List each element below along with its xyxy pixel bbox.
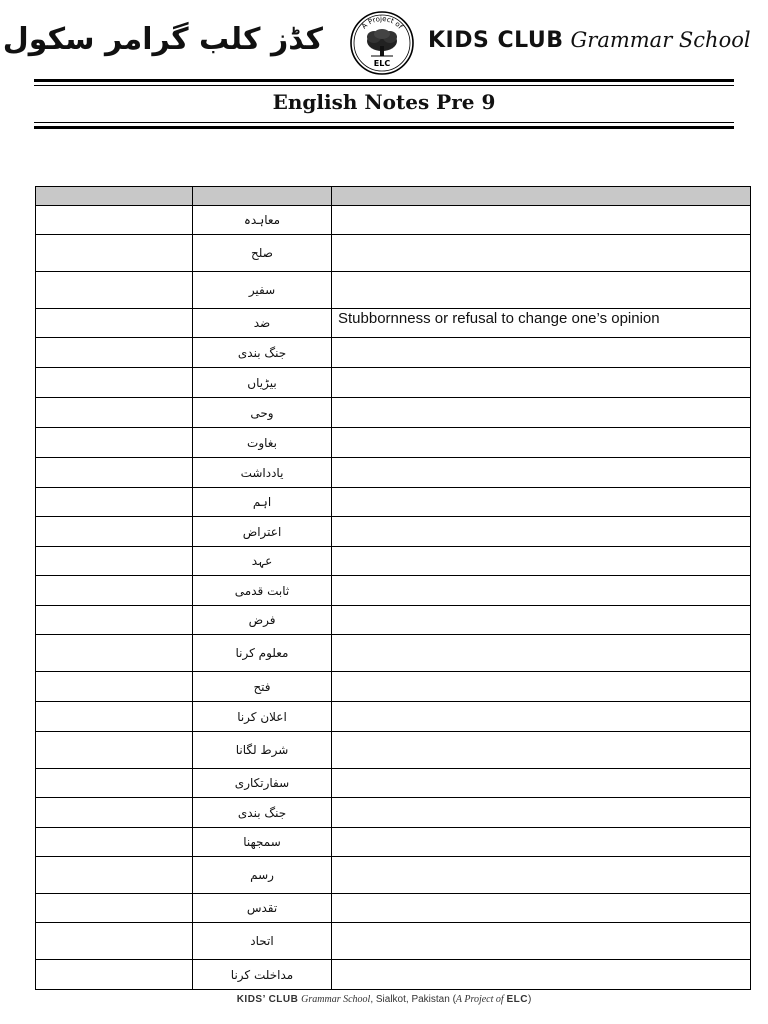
school-logo bbox=[347, 10, 417, 76]
urdu-word-cell: جنگ بندی bbox=[193, 338, 332, 368]
word-cell bbox=[36, 338, 193, 368]
header-cell-urdu bbox=[193, 187, 332, 206]
meaning-cell bbox=[332, 798, 751, 828]
word-cell bbox=[36, 635, 193, 672]
word-cell bbox=[36, 458, 193, 488]
meaning-cell bbox=[332, 272, 751, 309]
meaning-cell bbox=[332, 398, 751, 428]
svg-text:A Project of bbox=[360, 15, 404, 31]
word-cell bbox=[36, 517, 193, 547]
footer-elc: ELC bbox=[506, 994, 528, 1005]
tree-icon bbox=[367, 29, 397, 56]
urdu-word-cell: سفارتکاری bbox=[193, 769, 332, 798]
meaning-cell bbox=[332, 635, 751, 672]
meaning-cell bbox=[332, 458, 751, 488]
footer-project: A Project of bbox=[455, 994, 504, 1005]
meaning-cell bbox=[332, 702, 751, 732]
urdu-word-cell: بغاوت bbox=[193, 428, 332, 458]
word-cell bbox=[36, 923, 193, 960]
table-row bbox=[36, 235, 751, 272]
table-row bbox=[36, 398, 751, 428]
table-header-row bbox=[36, 187, 751, 206]
page-title: English Notes Pre 9 bbox=[272, 90, 496, 114]
table-row bbox=[36, 272, 751, 309]
urdu-word-cell: تقدس bbox=[193, 894, 332, 923]
meaning-cell bbox=[332, 488, 751, 517]
urdu-word-cell: فتح bbox=[193, 672, 332, 702]
brand-kids-club: KIDS CLUB bbox=[428, 28, 564, 53]
table-row bbox=[36, 635, 751, 672]
urdu-word-cell: مداخلت کرنا bbox=[193, 960, 332, 990]
school-brand bbox=[428, 28, 751, 53]
vocabulary-table bbox=[35, 186, 751, 990]
school-name-urdu: کڈز کلب گرامر سکول bbox=[2, 22, 323, 57]
meaning-cell bbox=[332, 923, 751, 960]
meaning-cell bbox=[332, 206, 751, 235]
meaning-cell: Stubbornness or refusal to change one’s opinion bbox=[332, 309, 751, 338]
urdu-word-cell: اہم bbox=[193, 488, 332, 517]
urdu-word-cell: شرط لگانا bbox=[193, 732, 332, 769]
table-row bbox=[36, 923, 751, 960]
urdu-word-cell: عہد bbox=[193, 547, 332, 576]
brand-grammar-school: Grammar School bbox=[570, 28, 751, 52]
table-row bbox=[36, 488, 751, 517]
footer-kids-club: KIDS’ CLUB bbox=[236, 994, 299, 1005]
table-row bbox=[36, 368, 751, 398]
word-cell bbox=[36, 732, 193, 769]
urdu-word-cell: ثابت قدمی bbox=[193, 576, 332, 606]
table-row bbox=[36, 894, 751, 923]
table-row bbox=[36, 828, 751, 857]
urdu-word-cell: وحی bbox=[193, 398, 332, 428]
footer-close: ) bbox=[527, 994, 532, 1005]
word-cell bbox=[36, 960, 193, 990]
word-cell bbox=[36, 272, 193, 309]
title-rule-bottom bbox=[34, 126, 734, 129]
meaning-cell bbox=[332, 894, 751, 923]
meaning-cell bbox=[332, 606, 751, 635]
table-row bbox=[36, 732, 751, 769]
page-footer bbox=[0, 994, 768, 1005]
word-cell bbox=[36, 576, 193, 606]
table-row bbox=[36, 702, 751, 732]
urdu-word-cell: معلوم کرنا bbox=[193, 635, 332, 672]
urdu-word-cell: ضد bbox=[193, 309, 332, 338]
word-cell bbox=[36, 428, 193, 458]
meaning-cell bbox=[332, 368, 751, 398]
word-cell bbox=[36, 488, 193, 517]
logo-arc-text: A Project of bbox=[360, 14, 405, 31]
header-cell-meaning bbox=[332, 187, 751, 206]
urdu-word-cell: یادداشت bbox=[193, 458, 332, 488]
word-cell bbox=[36, 769, 193, 798]
word-cell bbox=[36, 309, 193, 338]
word-cell bbox=[36, 828, 193, 857]
header-rule-top bbox=[34, 79, 734, 82]
meaning-cell bbox=[332, 547, 751, 576]
word-cell bbox=[36, 606, 193, 635]
word-cell bbox=[36, 398, 193, 428]
word-cell bbox=[36, 798, 193, 828]
word-cell bbox=[36, 894, 193, 923]
urdu-word-cell: معاہدہ bbox=[193, 206, 332, 235]
urdu-word-cell: سفیر bbox=[193, 272, 332, 309]
table-row bbox=[36, 960, 751, 990]
table-row bbox=[36, 857, 751, 894]
word-cell bbox=[36, 235, 193, 272]
footer-grammar-school: Grammar School bbox=[301, 994, 371, 1005]
header-cell-word bbox=[36, 187, 193, 206]
meaning-cell bbox=[332, 732, 751, 769]
table-row bbox=[36, 672, 751, 702]
logo-elc-text: ELC bbox=[373, 59, 391, 68]
meaning-cell bbox=[332, 960, 751, 990]
urdu-word-cell: اتحاد bbox=[193, 923, 332, 960]
table-row bbox=[36, 547, 751, 576]
urdu-word-cell: رسم bbox=[193, 857, 332, 894]
meaning-cell bbox=[332, 235, 751, 272]
word-cell bbox=[36, 206, 193, 235]
urdu-word-cell: بیڑیاں bbox=[193, 368, 332, 398]
meaning-cell bbox=[332, 857, 751, 894]
title-rule-thin bbox=[34, 122, 734, 123]
header-rule-top-thin bbox=[34, 85, 734, 86]
meaning-cell bbox=[332, 769, 751, 798]
urdu-word-cell: فرض bbox=[193, 606, 332, 635]
word-cell bbox=[36, 547, 193, 576]
word-cell bbox=[36, 672, 193, 702]
table-row bbox=[36, 428, 751, 458]
footer-place: , Sialkot, Pakistan ( bbox=[370, 994, 456, 1005]
urdu-word-cell: صلح bbox=[193, 235, 332, 272]
word-cell bbox=[36, 857, 193, 894]
meaning-cell bbox=[332, 672, 751, 702]
table-row bbox=[36, 606, 751, 635]
word-cell bbox=[36, 702, 193, 732]
table-row bbox=[36, 517, 751, 547]
word-cell bbox=[36, 368, 193, 398]
urdu-word-cell: جنگ بندی bbox=[193, 798, 332, 828]
meaning-cell bbox=[332, 517, 751, 547]
meaning-cell bbox=[332, 338, 751, 368]
urdu-word-cell: سمجھنا bbox=[193, 828, 332, 857]
table-row bbox=[36, 458, 751, 488]
table-row bbox=[36, 576, 751, 606]
meaning-cell bbox=[332, 428, 751, 458]
table-row bbox=[36, 206, 751, 235]
table-row bbox=[36, 769, 751, 798]
table-row bbox=[36, 309, 751, 338]
meaning-cell bbox=[332, 828, 751, 857]
urdu-word-cell: اعتراض bbox=[193, 517, 332, 547]
table-row bbox=[36, 338, 751, 368]
table-row bbox=[36, 798, 751, 828]
meaning-cell bbox=[332, 576, 751, 606]
urdu-word-cell: اعلان کرنا bbox=[193, 702, 332, 732]
